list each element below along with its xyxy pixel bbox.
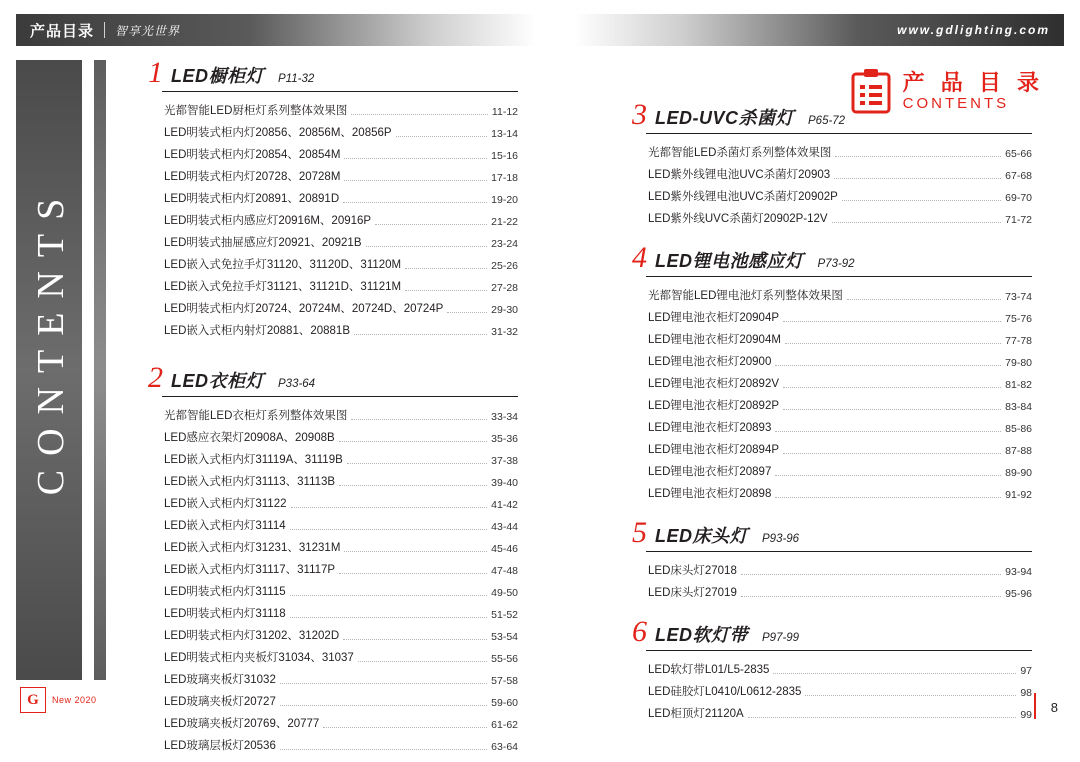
toc-entry-pages: 27-28: [491, 282, 518, 294]
toc-entry-label: LED床头灯27018: [648, 565, 737, 577]
toc-entry-label: LED硅胶灯L0410/L0612-2835: [648, 686, 802, 698]
toc-entry-pages: 11-12: [491, 106, 518, 118]
toc-entry-label: LED嵌入式免拉手灯31120、31120D、31120M: [164, 259, 402, 271]
toc-entry-pages: 65-66: [1005, 148, 1032, 160]
toc-entry-label: LED明装式柜内灯31202、31202D: [164, 630, 340, 642]
toc-entry-pages: 55-56: [491, 653, 518, 665]
vertical-contents-bar: [16, 60, 82, 680]
toc-leader-dots: [291, 507, 488, 508]
toc-entry-label: LED锂电池衣柜灯20892V: [648, 378, 780, 390]
toc-leader-dots: [351, 419, 487, 420]
toc-leader-dots: [834, 178, 1001, 179]
header-left-bar: [16, 14, 536, 46]
toc-entry[interactable]: [632, 210, 1032, 229]
toc-leader-dots: [783, 453, 1001, 454]
toc-entry[interactable]: [148, 649, 518, 668]
section-number: 1: [148, 56, 163, 89]
toc-leader-dots: [447, 312, 487, 313]
toc-entry[interactable]: [148, 212, 518, 231]
section-page-range: P33-64: [278, 378, 316, 390]
toc-entry-pages: 79-80: [1005, 357, 1032, 369]
toc-entry-pages: 87-88: [1005, 445, 1032, 457]
toc-entry[interactable]: [632, 463, 1032, 482]
toc-entry-label: LED明装式柜内感应灯20916M、20916P: [164, 215, 372, 227]
toc-entry-pages: 95-96: [1005, 588, 1032, 600]
toc-entry-pages: 29-30: [491, 304, 518, 316]
toc-section: [632, 518, 1032, 603]
toc-entry[interactable]: [148, 539, 518, 558]
toc-leader-dots: [343, 639, 487, 640]
toc-leader-dots: [339, 485, 487, 486]
toc-leader-dots: [741, 596, 1001, 597]
section-rule: [646, 551, 1032, 552]
toc-entry[interactable]: [148, 190, 518, 209]
toc-leader-dots: [280, 705, 487, 706]
toc-entry[interactable]: [632, 683, 1032, 702]
website-url: www.gdlighting.com: [897, 23, 1050, 37]
toc-entry-pages: 47-48: [491, 565, 518, 577]
section-rule: [646, 133, 1032, 134]
toc-leader-dots: [773, 673, 1016, 674]
toc-entry-label: LED玻璃夹板灯20769、20777: [164, 718, 320, 730]
header-divider: [104, 22, 105, 38]
toc-entry-label: LED明装式柜内灯31118: [164, 608, 286, 620]
toc-entry-label: LED明装式柜内灯20728、20728M: [164, 171, 341, 183]
section-title: LED床头灯: [655, 526, 748, 546]
toc-entry[interactable]: [148, 300, 518, 319]
toc-entry-label: LED紫外线锂电池UVC杀菌灯20903: [648, 169, 831, 181]
toc-section: [632, 100, 1032, 229]
toc-entry-label: LED明装式柜内灯20856、20856M、20856P: [164, 127, 392, 139]
toc-entry-pages: 69-70: [1005, 192, 1032, 204]
toc-leader-dots: [775, 475, 1001, 476]
toc-entry-pages: 53-54: [491, 631, 518, 643]
toc-entry[interactable]: [632, 562, 1032, 581]
toc-entry-pages: 25-26: [491, 260, 518, 272]
toc-leader-dots: [290, 595, 487, 596]
toc-entry[interactable]: [148, 429, 518, 448]
toc-entry-pages: 81-82: [1005, 379, 1032, 391]
section-page-range: P97-99: [762, 632, 800, 644]
toc-column-right: [632, 100, 1032, 738]
toc-entry[interactable]: [148, 234, 518, 253]
toc-entry[interactable]: [632, 375, 1032, 394]
toc-leader-dots: [741, 574, 1001, 575]
toc-leader-dots: [832, 222, 1002, 223]
section-rule: [162, 396, 518, 397]
toc-leader-dots: [358, 661, 487, 662]
toc-entry[interactable]: [148, 168, 518, 187]
toc-entry[interactable]: [148, 495, 518, 514]
section-page-range: P11-32: [278, 73, 315, 85]
toc-entry-pages: 98: [1020, 687, 1032, 699]
toc-entry-label: LED嵌入式柜内灯31113、31113B: [164, 476, 336, 488]
toc-section-header: [632, 100, 1032, 134]
toc-entry-pages: 13-14: [491, 128, 518, 140]
section-rule: [646, 276, 1032, 277]
toc-entry[interactable]: [632, 705, 1032, 724]
brand-logo-text: New 2020: [52, 695, 97, 705]
toc-entry-pages: 35-36: [491, 433, 518, 445]
toc-leader-dots: [775, 431, 1001, 432]
toc-entry-pages: 43-44: [491, 521, 518, 533]
toc-entry-label: LED明装式抽屉感应灯20921、20921B: [164, 237, 362, 249]
toc-entry[interactable]: [148, 322, 518, 341]
toc-entry-pages: 49-50: [491, 587, 518, 599]
toc-entry[interactable]: [632, 584, 1032, 603]
toc-leader-dots: [366, 246, 488, 247]
toc-entry-label: 光都智能LED锂电池灯系列整体效果图: [648, 290, 843, 302]
toc-leader-dots: [842, 200, 1001, 201]
toc-entry-pages: 37-38: [491, 455, 518, 467]
toc-section-header: [632, 518, 1032, 552]
toc-leader-dots: [280, 749, 487, 750]
section-number: 2: [148, 361, 163, 394]
toc-entry[interactable]: [148, 256, 518, 275]
toc-leader-dots: [748, 717, 1017, 718]
toc-entry-label: LED锂电池衣柜灯20904P: [648, 312, 780, 324]
toc-entry-pages: 57-58: [491, 675, 518, 687]
toc-entry-label: 光都智能LED杀菌灯系列整体效果图: [648, 147, 832, 159]
toc-leader-dots: [375, 224, 487, 225]
toc-entry-pages: 45-46: [491, 543, 518, 555]
catalog-subtitle: 智享光世界: [115, 23, 181, 38]
toc-entry-label: LED嵌入式柜内灯31122: [164, 498, 287, 510]
toc-entry-label: LED床头灯27019: [648, 587, 737, 599]
toc-entry-label: LED玻璃层板灯20536: [164, 740, 276, 752]
toc-entry[interactable]: [632, 397, 1032, 416]
toc-entry-pages: 51-52: [491, 609, 518, 621]
toc-entry[interactable]: [148, 102, 518, 121]
toc-leader-dots: [343, 202, 487, 203]
section-page-range: P93-96: [762, 533, 800, 545]
toc-entry-label: LED锂电池衣柜灯20897: [648, 466, 772, 478]
toc-entry-pages: 21-22: [491, 216, 518, 228]
toc-leader-dots: [290, 617, 487, 618]
toc-leader-dots: [290, 529, 487, 530]
toc-section: [148, 58, 518, 341]
toc-entry-pages: 67-68: [1005, 170, 1032, 182]
section-title: LED软灯带: [655, 625, 748, 645]
toc-entry[interactable]: [148, 561, 518, 580]
toc-entry[interactable]: [148, 605, 518, 624]
toc-entry-label: LED嵌入式柜内射灯20881、20881B: [164, 325, 350, 337]
section-title: LED衣柜灯: [171, 371, 264, 391]
section-number: 6: [632, 615, 647, 648]
toc-leader-dots: [344, 158, 487, 159]
page-number: 8: [1050, 700, 1058, 715]
toc-entry-pages: 77-78: [1005, 335, 1032, 347]
toc-leader-dots: [405, 290, 487, 291]
toc-entry[interactable]: [632, 419, 1032, 438]
toc-leader-dots: [396, 136, 488, 137]
toc-entry-pages: 99: [1020, 709, 1032, 721]
toc-entry[interactable]: [632, 331, 1032, 350]
toc-entry[interactable]: [148, 737, 518, 756]
toc-entry-pages: 19-20: [491, 194, 518, 206]
toc-leader-dots: [339, 573, 487, 574]
toc-leader-dots: [775, 497, 1001, 498]
toc-entry[interactable]: [632, 485, 1032, 504]
toc-entry[interactable]: [148, 671, 518, 690]
section-title: LED-UVC杀菌灯: [655, 108, 794, 128]
toc-entry-pages: 41-42: [491, 499, 518, 511]
brand-logo: [20, 687, 97, 713]
toc-leader-dots: [783, 387, 1001, 388]
toc-entry-pages: 75-76: [1005, 313, 1032, 325]
toc-entry-pages: 31-32: [491, 326, 518, 338]
toc-leader-dots: [280, 683, 487, 684]
toc-entry-pages: 97: [1020, 665, 1032, 677]
toc-entry[interactable]: [148, 124, 518, 143]
toc-entry[interactable]: [632, 661, 1032, 680]
toc-entry-label: LED感应衣架灯20908A、20908B: [164, 432, 335, 444]
toc-entry-pages: 23-24: [491, 238, 518, 250]
toc-entry[interactable]: [632, 188, 1032, 207]
toc-entry-label: LED玻璃夹板灯31032: [164, 674, 276, 686]
toc-entry[interactable]: [632, 144, 1032, 163]
toc-leader-dots: [347, 463, 487, 464]
section-page-range: P73-92: [817, 258, 855, 270]
toc-entry-label: LED嵌入式免拉手灯31121、31121D、31121M: [164, 281, 402, 293]
toc-entry-pages: 89-90: [1005, 467, 1032, 479]
toc-leader-dots: [805, 695, 1016, 696]
toc-entry[interactable]: [632, 287, 1032, 306]
toc-entry[interactable]: [148, 627, 518, 646]
toc-section-header: [632, 617, 1032, 651]
toc-leader-dots: [344, 180, 487, 181]
toc-section-header: [148, 58, 518, 92]
toc-entry-pages: 63-64: [491, 741, 518, 753]
badge-title-en: CONTENTS: [902, 95, 1010, 113]
toc-entry-pages: 71-72: [1005, 214, 1032, 226]
toc-entry-label: LED嵌入式柜内灯31119A、31119B: [164, 454, 343, 466]
toc-entry-pages: 33-34: [491, 411, 518, 423]
toc-entry-label: LED紫外线锂电池UVC杀菌灯20902P: [648, 191, 838, 203]
section-number: 5: [632, 516, 647, 549]
toc-entry-label: LED明装式柜内夹板灯31034、31037: [164, 652, 354, 664]
toc-entry-label: LED软灯带L01/L5-2835: [648, 664, 770, 676]
toc-entry-pages: 15-16: [491, 150, 518, 162]
toc-entry-label: LED锂电池衣柜灯20893: [648, 422, 772, 434]
toc-leader-dots: [847, 299, 1001, 300]
vertical-contents-label: CONTENTS: [30, 184, 72, 496]
toc-leader-dots: [775, 365, 1001, 366]
toc-entry-pages: 91-92: [1005, 489, 1032, 501]
toc-entry-label: LED明装式柜内灯20854、20854M: [164, 149, 341, 161]
toc-entry-label: 光都智能LED衣柜灯系列整体效果图: [164, 410, 348, 422]
toc-entry-label: LED明装式柜内灯31115: [164, 586, 286, 598]
toc-entry-label: LED锂电池衣柜灯20894P: [648, 444, 780, 456]
toc-entry[interactable]: [148, 693, 518, 712]
toc-entry-label: 光都智能LED厨柜灯系列整体效果图: [164, 105, 348, 117]
toc-entry-pages: 93-94: [1005, 566, 1032, 578]
toc-entry[interactable]: [632, 441, 1032, 460]
toc-leader-dots: [405, 268, 487, 269]
toc-entry[interactable]: [148, 451, 518, 470]
toc-entry-label: LED嵌入式柜内灯31117、31117P: [164, 564, 336, 576]
toc-leader-dots: [339, 441, 487, 442]
toc-leader-dots: [351, 114, 488, 115]
page-marker: [1034, 693, 1036, 719]
toc-section: [632, 243, 1032, 504]
header-right-bar: [574, 14, 1064, 46]
section-title: LED锂电池感应灯: [655, 251, 804, 271]
toc-column-left: [148, 58, 518, 762]
toc-entry[interactable]: [148, 407, 518, 426]
section-rule: [646, 650, 1032, 651]
section-number: 4: [632, 241, 647, 274]
toc-entry-pages: 59-60: [491, 697, 518, 709]
toc-leader-dots: [323, 727, 487, 728]
toc-section-header: [148, 363, 518, 397]
toc-entry-label: LED锂电池衣柜灯20904M: [648, 334, 781, 346]
toc-entry-pages: 83-84: [1005, 401, 1032, 413]
section-rule: [162, 91, 518, 92]
toc-entry-label: LED明装式柜内灯20891、20891D: [164, 193, 340, 205]
toc-entry-label: LED锂电池衣柜灯20892P: [648, 400, 780, 412]
toc-entry[interactable]: [148, 715, 518, 734]
toc-entry[interactable]: [632, 166, 1032, 185]
section-title: LED橱柜灯: [171, 66, 264, 86]
toc-leader-dots: [354, 334, 487, 335]
catalog-title: 产品目录: [30, 22, 95, 40]
toc-entry-label: LED明装式柜内灯20724、20724M、20724D、20724P: [164, 303, 444, 315]
toc-entry-pages: 61-62: [491, 719, 518, 731]
toc-entry-pages: 73-74: [1005, 291, 1032, 303]
toc-entry-pages: 39-40: [491, 477, 518, 489]
toc-section: [148, 363, 518, 756]
toc-entry[interactable]: [148, 517, 518, 536]
toc-leader-dots: [783, 321, 1001, 322]
toc-section-header: [632, 243, 1032, 277]
toc-entry-label: LED柜顶灯21120A: [648, 708, 744, 720]
toc-leader-dots: [785, 343, 1001, 344]
toc-entry[interactable]: [632, 353, 1032, 372]
toc-entry-pages: 85-86: [1005, 423, 1032, 435]
toc-entry[interactable]: [148, 583, 518, 602]
toc-leader-dots: [835, 156, 1001, 157]
toc-entry-label: LED紫外线UVC杀菌灯20902P-12V: [648, 213, 828, 225]
toc-entry-label: LED嵌入式柜内灯31114: [164, 520, 286, 532]
section-number: 3: [632, 98, 647, 131]
toc-leader-dots: [344, 551, 487, 552]
toc-entry-label: LED锂电池衣柜灯20900: [648, 356, 772, 368]
toc-entry[interactable]: [632, 309, 1032, 328]
section-page-range: P65-72: [808, 115, 846, 127]
toc-entry-label: LED锂电池衣柜灯20898: [648, 488, 772, 500]
toc-entry-label: LED玻璃夹板灯20727: [164, 696, 276, 708]
toc-entry[interactable]: [148, 473, 518, 492]
toc-section: [632, 617, 1032, 724]
toc-entry[interactable]: [148, 278, 518, 297]
toc-entry-pages: 17-18: [491, 172, 518, 184]
toc-entry[interactable]: [148, 146, 518, 165]
badge-title-cn: 产 品 目 录: [902, 69, 1044, 95]
toc-entry-label: LED嵌入式柜内灯31231、31231M: [164, 542, 341, 554]
vertical-accent-bar: [94, 60, 106, 680]
brand-mark-icon: G: [20, 687, 46, 713]
toc-leader-dots: [783, 409, 1001, 410]
